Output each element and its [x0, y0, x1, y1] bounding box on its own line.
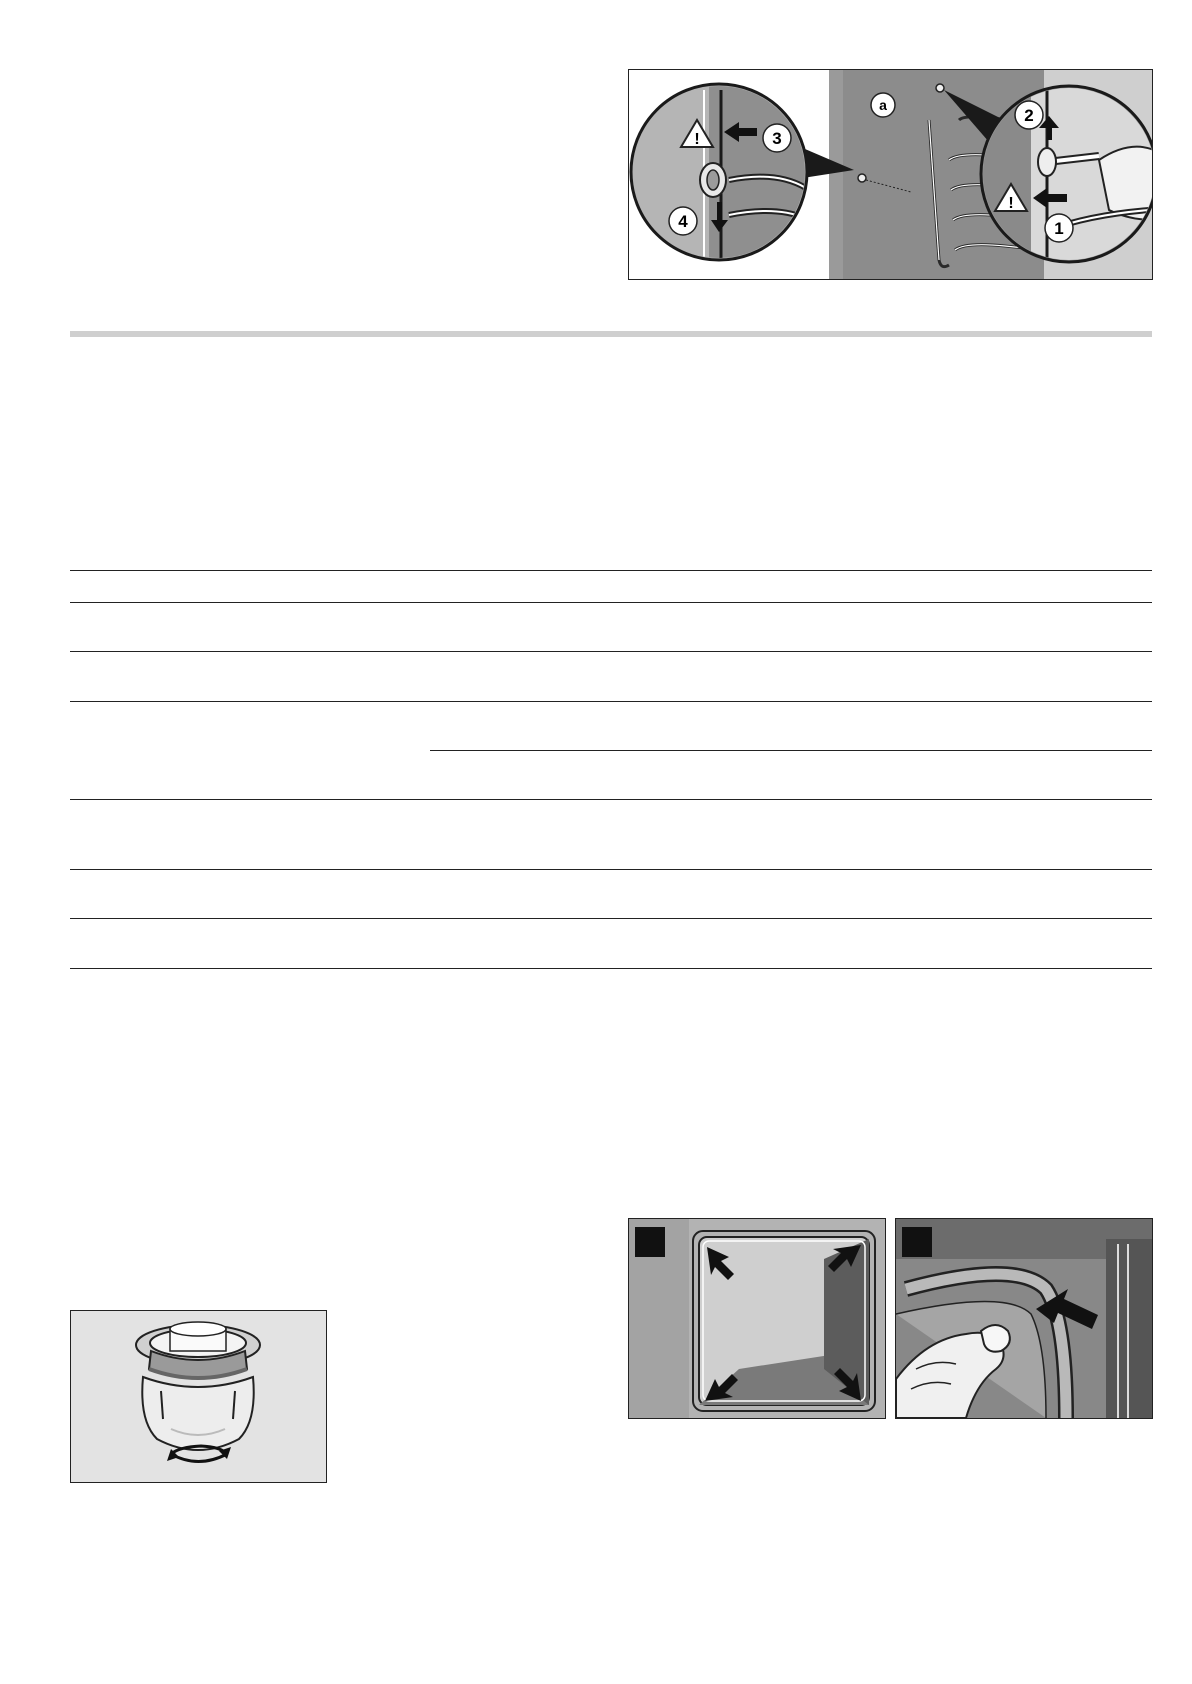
label-a: a: [879, 97, 887, 113]
shelf-rail-removal-figure: [628, 69, 1153, 280]
door-seal-illustration-2: [896, 1219, 1152, 1418]
door-seal-figure-1: [628, 1218, 886, 1419]
svg-text:!: !: [694, 131, 700, 148]
panel-label-box-2: [902, 1227, 932, 1257]
table-subrow-line: [430, 750, 1152, 751]
section-divider: [70, 331, 1152, 337]
table-row-line: [70, 918, 1152, 919]
table-row-line: [70, 869, 1152, 870]
table-row-line: [70, 651, 1152, 652]
label-1: 1: [1054, 219, 1064, 238]
panel-label-box-1: [635, 1227, 665, 1257]
table-bottom-line: [70, 968, 1152, 969]
table-row-line: [70, 799, 1152, 800]
shelf-rail-illustration: [629, 70, 1152, 279]
table-header-line: [70, 570, 1152, 571]
svg-text:!: !: [1008, 195, 1014, 212]
bulb-cover-illustration: [71, 1311, 326, 1482]
label-2: 2: [1024, 106, 1034, 125]
label-3: 3: [772, 129, 782, 148]
table-row-line: [70, 701, 1152, 702]
door-seal-figure-2: [895, 1218, 1153, 1419]
bulb-cover-figure: [70, 1310, 327, 1483]
table-row-line: [70, 602, 1152, 603]
label-4: 4: [678, 212, 688, 231]
door-seal-illustration-1: [629, 1219, 885, 1418]
